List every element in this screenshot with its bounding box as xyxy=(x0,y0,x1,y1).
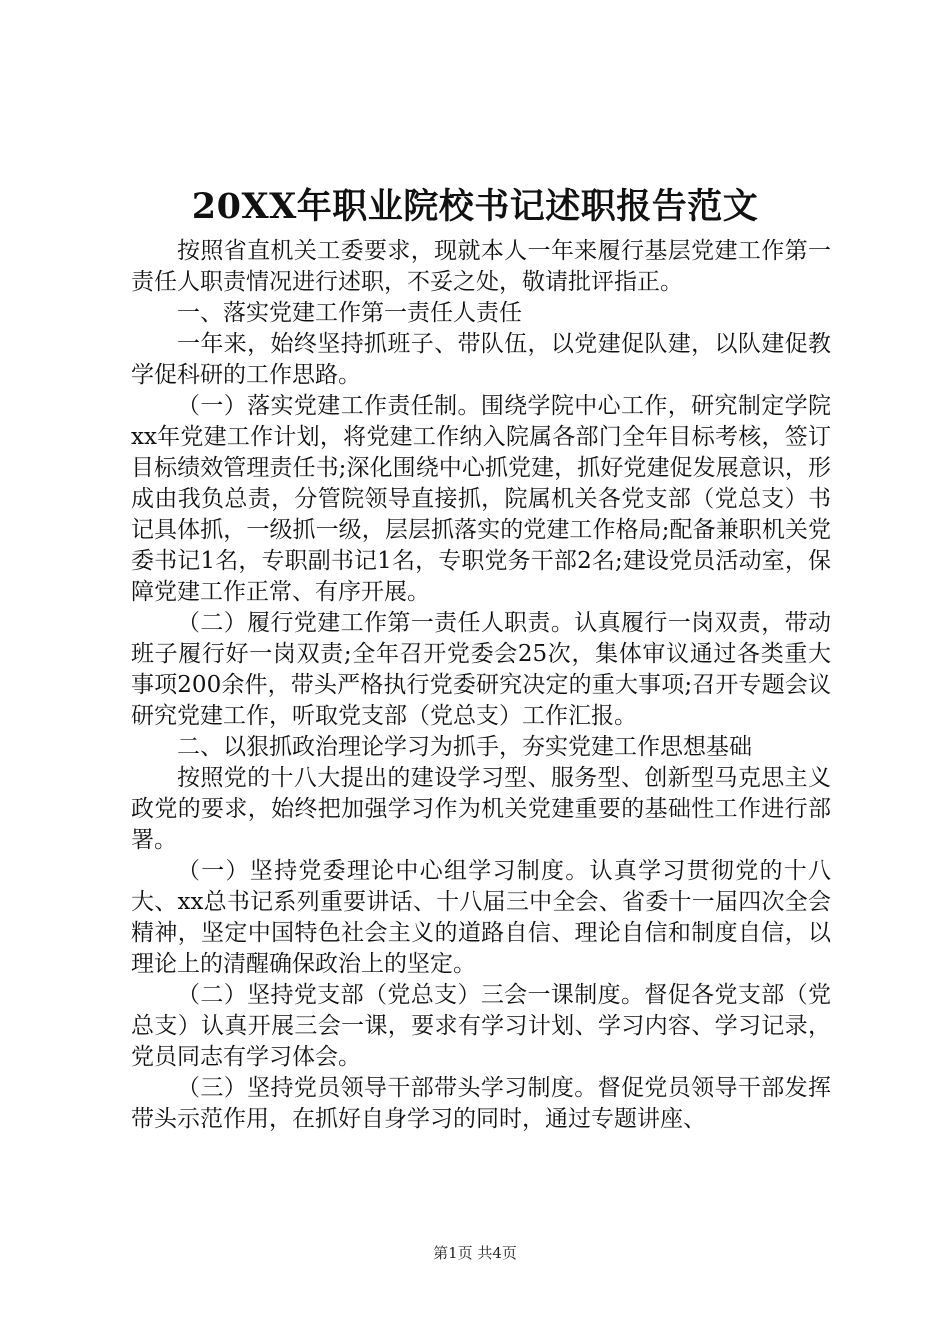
body-paragraph: 一年来，始终坚持抓班子、带队伍，以党建促队建，以队建促教学促科研的工作思路。 xyxy=(131,331,831,388)
body-paragraph: （二）坚持党支部（党总支）三会一课制度。督促各党支部（党总支）认真开展三会一课，要求有学习计划、学习内容、学习记录，党员同志有学习体会。 xyxy=(131,982,831,1070)
body-paragraph: （一）坚持党委理论中心组学习制度。认真学习贯彻党的十八大、xx总书记系列重要讲话、十八届三中全会、省委十一届四次全会精神，坚定中国特色社会主义的道路自信、理论自信和制度自信，以理论上的清醒确保政治上的坚定。 xyxy=(131,858,831,977)
document-title: 20XX年职业院校书记述职报告范文 xyxy=(191,186,759,227)
body-paragraph: （二）履行党建工作第一责任人职责。认真履行一岗双责，带动班子履行好一岗双责;全年召开党委会25次，集体审议通过各类重大事项200余件，带头严格执行党委研究决定的重大事项;召开专题会议研究党建工作，听取党支部（党总支）工作汇报。 xyxy=(131,610,831,729)
section-heading-1: 一、落实党建工作第一责任人责任 xyxy=(177,300,522,326)
page-footer: 第1页 共4页 xyxy=(433,1244,517,1262)
body-paragraph: （一）落实党建工作责任制。围绕学院中心工作，研究制定学院xx年党建工作计划，将党建工作纳入院属各部门全年目标考核，签订目标绩效管理责任书;深化围绕中心抓党建，抓好党建促发展意识，形成由我负总责，分管院领导直接抓，院属机关各党支部（党总支）书记具体抓，一级抓一级，层层抓落实的党建工作格局;配备兼职机关党委书记1名，专职副书记1名，专职党务干部2名;建设党员活动室，保障党建工作正常、有序开展。 xyxy=(131,393,831,605)
section-heading-2: 二、以狠抓政治理论学习为抓手，夯实党建工作思想基础 xyxy=(177,734,752,760)
body-paragraph: （三）坚持党员领导干部带头学习制度。督促党员领导干部发挥带头示范作用，在抓好自身学习的同时，通过专题讲座、 xyxy=(131,1075,831,1132)
intro-paragraph: 按照省直机关工委要求，现就本人一年来履行基层党建工作第一责任人职责情况进行述职，不妥之处，敬请批评指正。 xyxy=(131,238,831,295)
document-body xyxy=(131,236,831,1135)
body-paragraph: 按照党的十八大提出的建设学习型、服务型、创新型马克思主义政党的要求，始终把加强学习作为机关党建重要的基础性工作进行部署。 xyxy=(131,765,831,853)
